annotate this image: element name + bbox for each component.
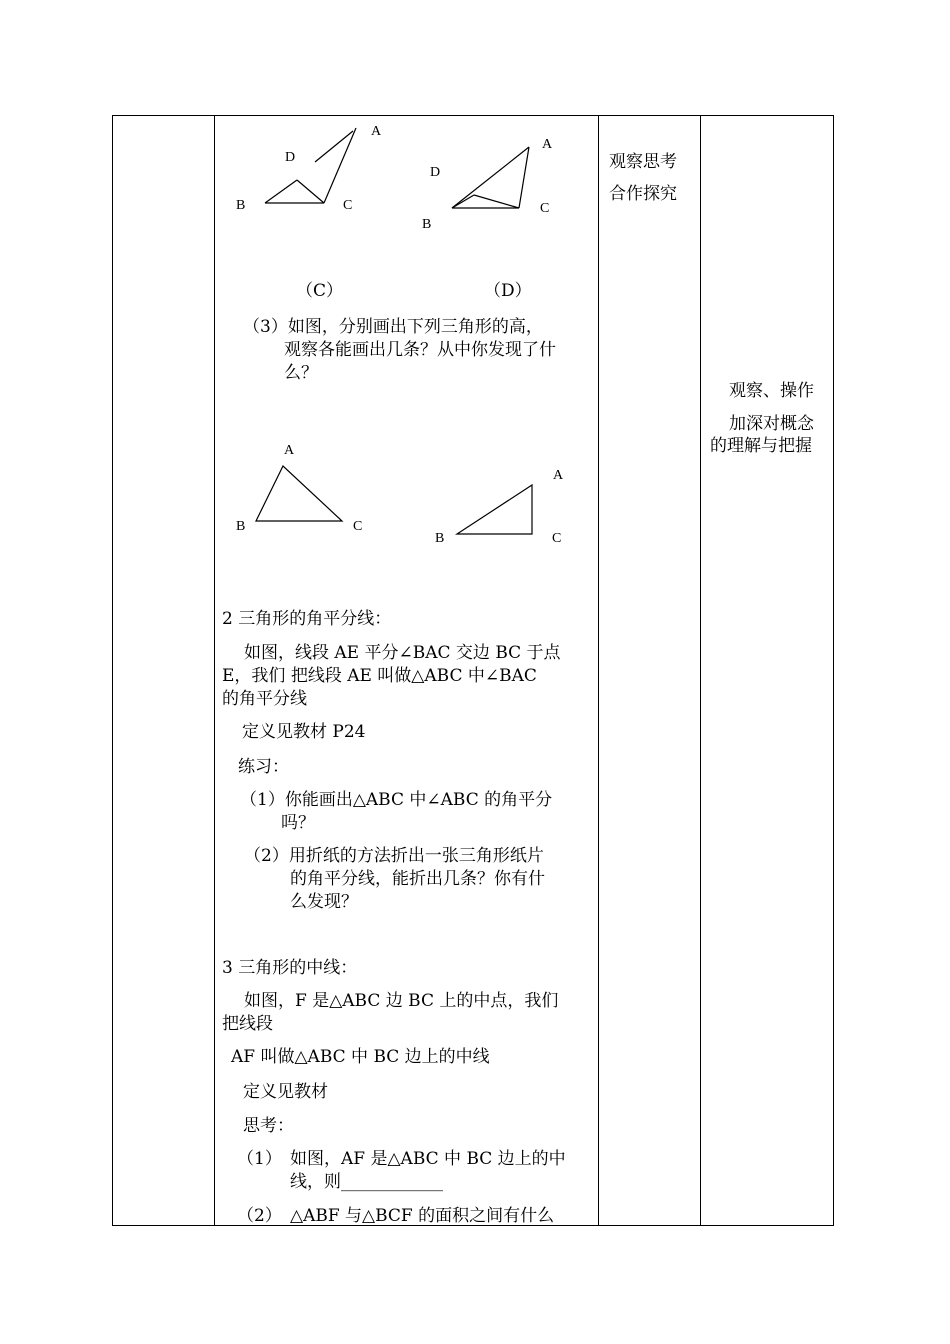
sec3-q1-line1: 如图，AF 是△ABC 中 BC 边上的中 [290, 1149, 566, 1169]
fig-right-label-c: C [552, 531, 562, 546]
design-intent-line3: 的理解与把握 [710, 436, 812, 456]
sec3-definition: 定义见教材 [243, 1082, 328, 1102]
sec2-p1-line2: E，我们 把线段 AE 叫做△ABC 中∠BAC [222, 666, 537, 686]
fig-d-label-d: D [430, 165, 441, 180]
sec3-q1-number: （1） [237, 1149, 282, 1169]
sec2-p1-line3: 的角平分线 [222, 689, 307, 709]
fig-left-label-a: A [284, 443, 295, 458]
sec3-q2-number: （2） [237, 1206, 282, 1226]
fig-d-label-a: A [542, 137, 553, 152]
figure-left-triangle [256, 466, 342, 521]
figure-d-triangle [452, 147, 529, 208]
fig-left-label-c: C [353, 519, 363, 534]
q3-line2: 观察各能画出几条？从中你发现了什 [284, 340, 556, 360]
sec3-q1-line2: 线，则____________ [290, 1172, 443, 1192]
figure-c-triangle [265, 128, 356, 203]
sec3-p1-line2: 把线段 [222, 1014, 273, 1034]
student-activity-line2: 合作探究 [609, 184, 677, 204]
sec2-p1-line1: 如图，线段 AE 平分∠BAC 交边 BC 于点 [244, 643, 561, 663]
fig-d-label-c: C [540, 201, 550, 216]
sec2-ex2-line3: 么发现？ [290, 892, 358, 912]
design-intent-line1: 观察、操作 [729, 381, 814, 401]
fig-c-label-a: A [371, 124, 382, 139]
fig-c-label-b: B [236, 198, 246, 213]
sec2-ex2-line1: （2）用折纸的方法折出一张三角形纸片 [244, 846, 544, 866]
sec3-title: 3 三角形的中线： [222, 958, 358, 978]
sec2-ex1-line1: （1）你能画出△ABC 中∠ABC 的角平分 [240, 790, 553, 810]
design-intent-line2: 加深对概念 [729, 414, 814, 434]
sec3-p1-line1: 如图，F 是△ABC 边 BC 上的中点，我们 [244, 991, 559, 1011]
fig-right-label-a: A [553, 468, 564, 483]
sec2-ex2-line2: 的角平分线，能折出几条？你有什 [290, 869, 545, 889]
fig-left-label-b: B [236, 519, 246, 534]
fig-right-label-b: B [435, 531, 445, 546]
figure-right-triangle [457, 485, 532, 534]
q3-line1: （3）如图，分别画出下列三角形的高， [243, 317, 543, 337]
sec2-title: 2 三角形的角平分线： [222, 609, 392, 629]
sec3-p1-line3: AF 叫做△ABC 中 BC 边上的中线 [231, 1047, 490, 1067]
sec3-q2-line1: △ABF 与△BCF 的面积之间有什么 [290, 1206, 555, 1226]
sec2-practice-heading: 练习： [238, 757, 289, 777]
sec2-definition: 定义见教材 P24 [242, 722, 366, 742]
fig-c-label-d: D [285, 150, 296, 165]
sec3-think-heading: 思考： [243, 1116, 294, 1136]
fig-d-label-b: B [422, 217, 432, 232]
q3-line3: 么？ [284, 363, 318, 383]
fig-c-caption: （C） [296, 281, 344, 301]
fig-c-label-c: C [343, 198, 353, 213]
student-activity-line1: 观察思考 [609, 152, 677, 172]
fig-d-caption: （D） [484, 281, 532, 301]
sec2-ex1-line2: 吗？ [281, 813, 315, 833]
